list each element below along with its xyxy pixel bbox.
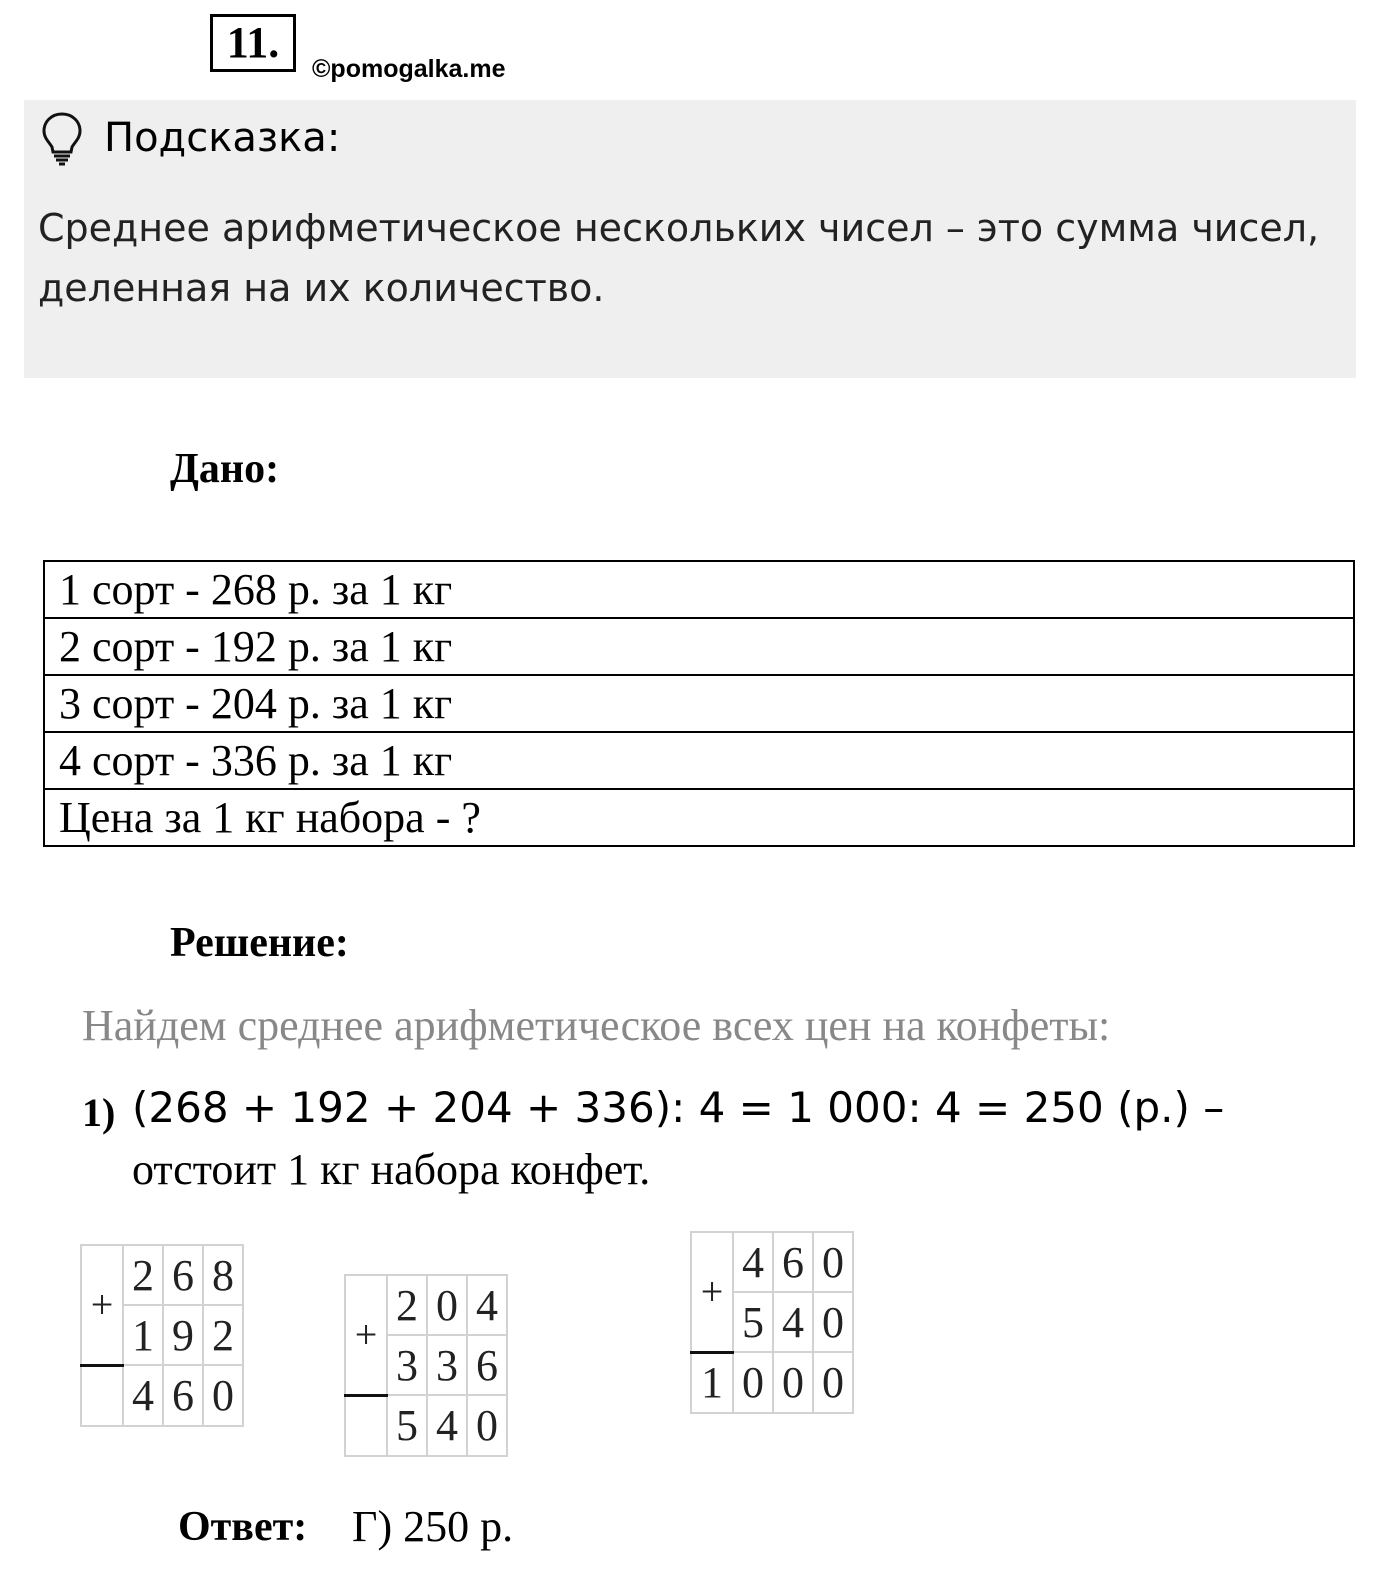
- plus-sign: +: [691, 1232, 733, 1352]
- digit-cell: 0: [813, 1352, 853, 1413]
- digit-cell: 2: [123, 1245, 163, 1305]
- digit-cell: 4: [733, 1232, 773, 1292]
- given-row: [44, 675, 1354, 732]
- digit-cell: 0: [427, 1275, 467, 1335]
- digit-cell: 9: [163, 1305, 203, 1365]
- solution-heading: Решение:: [170, 920, 349, 966]
- given-table: [43, 560, 1355, 847]
- hint-title: Подсказка:: [104, 115, 341, 161]
- digit-cell: 2: [203, 1305, 243, 1365]
- copyright-text: ©pomogalka.me: [312, 55, 506, 83]
- digit-cell: 3: [387, 1335, 427, 1395]
- step-formula: (268 + 192 + 204 + 336): 4 = 1 000: 4 = 250 (р.) –: [132, 1083, 1225, 1132]
- column-addition: [80, 1244, 244, 1427]
- step-text: отстоит 1 кг набора конфет.: [132, 1145, 651, 1194]
- answer-value: Г) 250 р.: [352, 1502, 514, 1551]
- digit-cell: 6: [773, 1232, 813, 1292]
- answer-label: Ответ:: [178, 1504, 308, 1550]
- digit-cell: 5: [387, 1395, 427, 1456]
- given-row: [44, 618, 1354, 675]
- digit-cell: 0: [203, 1365, 243, 1426]
- given-cell: 1 сорт - 268 р. за 1 кг: [44, 561, 1354, 618]
- digit-cell: 0: [467, 1395, 507, 1456]
- plus-sign: +: [81, 1245, 123, 1365]
- digit-cell: [81, 1365, 123, 1426]
- digit-cell: 6: [163, 1365, 203, 1426]
- digit-cell: 8: [203, 1245, 243, 1305]
- digit-cell: 4: [773, 1292, 813, 1352]
- step-number: 1): [82, 1090, 116, 1135]
- digit-cell: 0: [773, 1352, 813, 1413]
- given-cell: 4 сорт - 336 р. за 1 кг: [44, 732, 1354, 789]
- solution-intro: Найдем среднее арифметическое всех цен на конфеты:: [82, 1001, 1111, 1050]
- given-heading: Дано:: [170, 446, 280, 492]
- digit-cell: 4: [427, 1395, 467, 1456]
- given-cell: Цена за 1 кг набора - ?: [44, 789, 1354, 846]
- digit-cell: 1: [691, 1352, 733, 1413]
- digit-cell: 0: [813, 1232, 853, 1292]
- given-row: [44, 789, 1354, 846]
- digit-cell: [345, 1395, 387, 1456]
- digit-cell: 2: [387, 1275, 427, 1335]
- given-row: [44, 732, 1354, 789]
- given-cell: 3 сорт - 204 р. за 1 кг: [44, 675, 1354, 732]
- task-number: 11.: [210, 14, 296, 72]
- digit-cell: 4: [123, 1365, 163, 1426]
- digit-cell: 5: [733, 1292, 773, 1352]
- digit-cell: 6: [163, 1245, 203, 1305]
- given-cell: 2 сорт - 192 р. за 1 кг: [44, 618, 1354, 675]
- digit-cell: 3: [427, 1335, 467, 1395]
- column-addition: [690, 1231, 854, 1414]
- lightbulb-icon: [40, 110, 84, 166]
- column-addition: [344, 1274, 508, 1457]
- plus-sign: +: [345, 1275, 387, 1395]
- digit-cell: 0: [733, 1352, 773, 1413]
- given-row: [44, 561, 1354, 618]
- hint-text: Среднее арифметическое нескольких чисел – это сумма чисел, деленная на их количество.: [38, 206, 1320, 310]
- digit-cell: 4: [467, 1275, 507, 1335]
- digit-cell: 6: [467, 1335, 507, 1395]
- digit-cell: 0: [813, 1292, 853, 1352]
- digit-cell: 1: [123, 1305, 163, 1365]
